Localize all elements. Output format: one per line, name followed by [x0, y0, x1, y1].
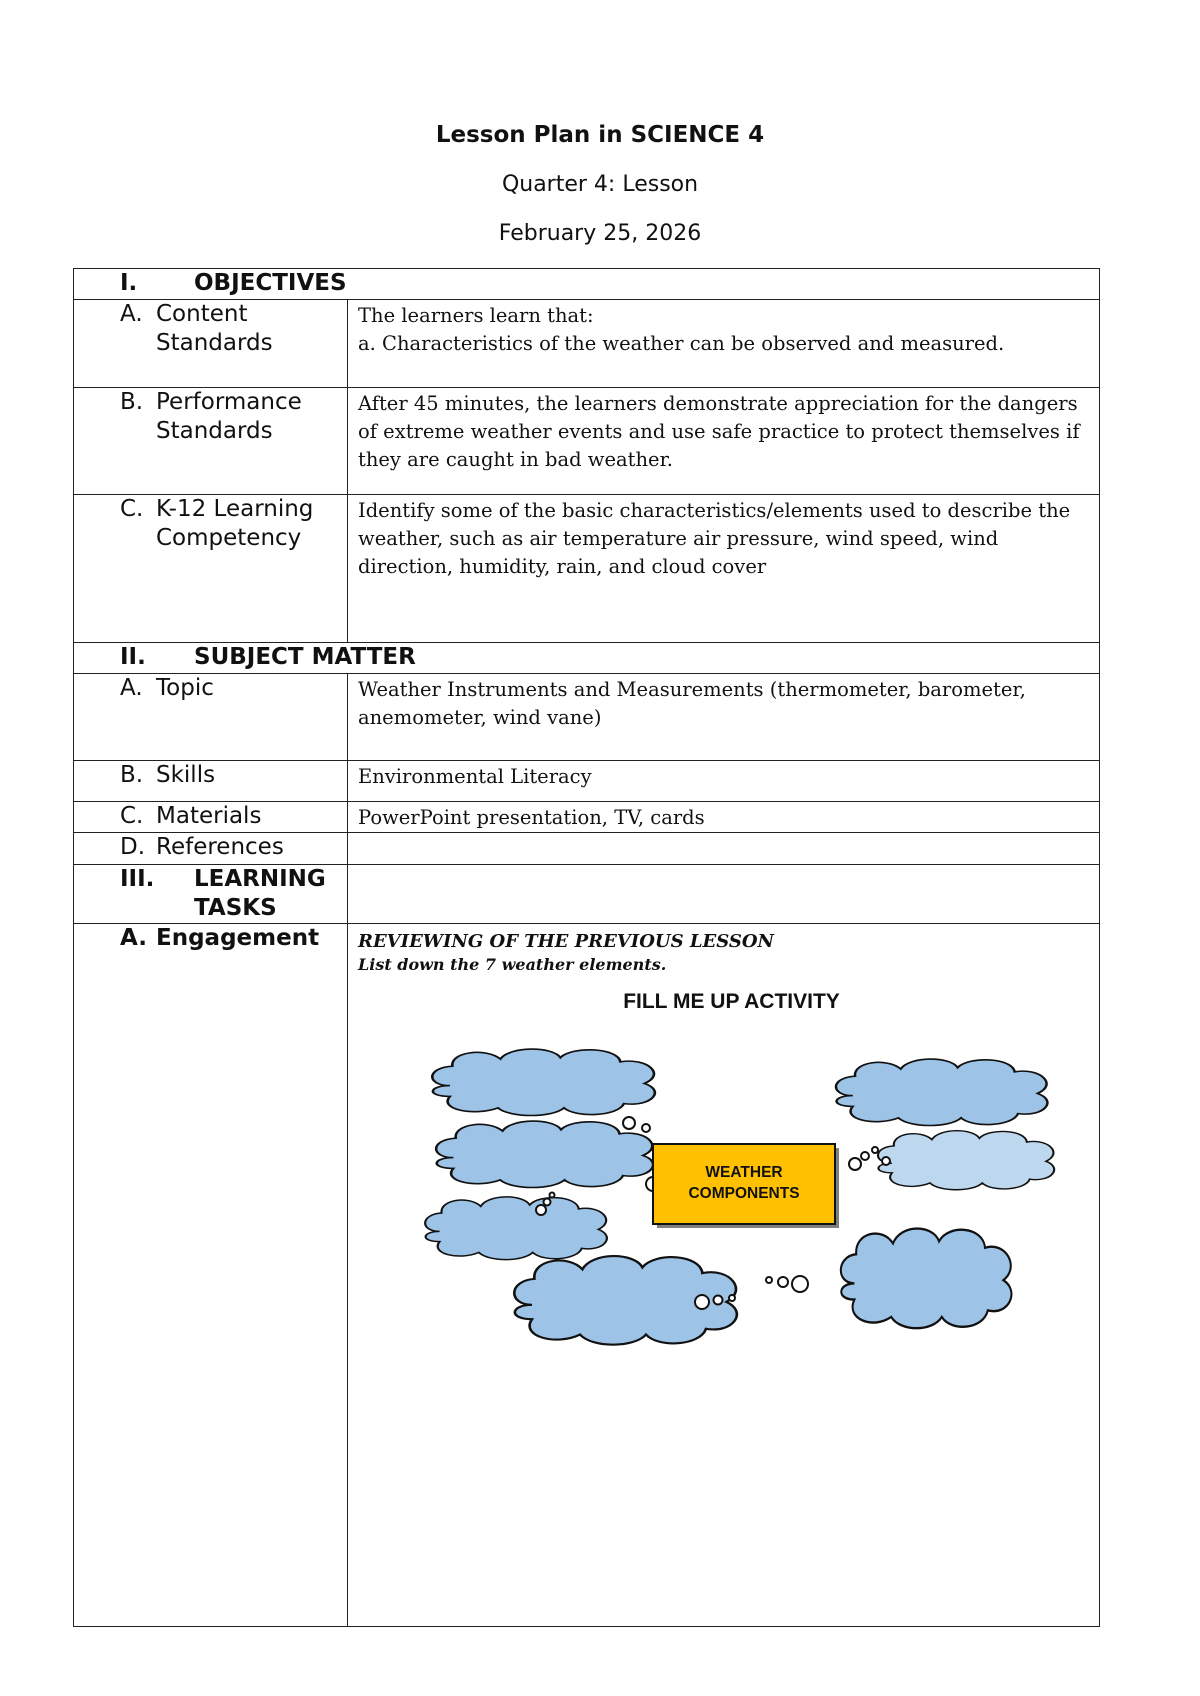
row-letter: A. — [120, 925, 147, 951]
row-label-text: Materials — [156, 803, 262, 829]
cloud-shape — [432, 1049, 655, 1115]
materials-text: PowerPoint presentation, TV, cards — [358, 806, 705, 829]
cloud-shape — [878, 1131, 1054, 1190]
section-roman: III. — [120, 866, 155, 892]
row-label — [74, 300, 347, 358]
topic-cell — [348, 674, 1100, 761]
row-letter: A. — [120, 301, 143, 327]
fill-me-up-diagram — [358, 976, 1091, 1626]
cloud-shape — [836, 1059, 1047, 1125]
section-title: OBJECTIVES — [194, 270, 347, 296]
section-row-learning-tasks — [74, 865, 1100, 924]
learning-tasks-empty-cell — [348, 865, 1100, 924]
skills-cell — [348, 761, 1100, 802]
section-title: SUBJECT MATTER — [194, 644, 416, 670]
content-standards-cell — [348, 300, 1100, 388]
row-letter: A. — [120, 675, 143, 701]
row-label-text: Skills — [156, 762, 216, 788]
row-label-text: Performance Standards — [156, 389, 302, 444]
row-label — [74, 388, 347, 446]
weather-components-box — [653, 1144, 835, 1224]
row-label — [74, 674, 347, 703]
competency-text: Identify some of the basic characteristics/elements used to describe the weather, such as air temperature air pressure, wind speed, wind direction, humidity, rain, and cloud cover — [358, 499, 1071, 578]
section-title: LEARNING TASKS — [194, 866, 326, 921]
row-letter: B. — [120, 389, 144, 415]
row-label-text: Content Standards — [156, 301, 273, 356]
row-letter: B. — [120, 762, 144, 788]
section-heading-objectives — [74, 269, 1099, 298]
cloud-shape — [436, 1121, 653, 1187]
cloud-shape — [841, 1229, 1012, 1329]
activity-title: FILL ME UP ACTIVITY — [623, 990, 840, 1013]
section-row-objectives — [74, 269, 1100, 300]
table-row-competency — [74, 495, 1100, 643]
performance-standards-cell — [348, 388, 1100, 495]
row-label-text: References — [156, 834, 284, 860]
row-label — [74, 833, 347, 862]
row-label — [74, 802, 347, 831]
row-label-text: Topic — [156, 675, 214, 701]
table-row-topic — [74, 674, 1100, 761]
lesson-plan-table — [73, 268, 1100, 1627]
quarter-line: Quarter 4: Lesson — [501, 172, 699, 197]
skills-text: Environmental Literacy — [358, 765, 592, 788]
table-row-engagement — [74, 924, 1100, 1627]
section-roman: I. — [120, 270, 138, 296]
thought-clouds-graphic — [358, 976, 1105, 1376]
performance-standards-text: After 45 minutes, the learners demonstrate appreciation for the dangers of extreme weather events and use safe practice to protect themselves if they are caught in bad weather. — [358, 392, 1080, 471]
row-letter: D. — [120, 834, 146, 860]
box-label-line1: WEATHER — [705, 1164, 783, 1181]
content-standards-line: a. Characteristics of the weather can be observed and measured. — [358, 332, 1005, 355]
row-label — [74, 495, 347, 553]
row-label-text: K-12 Learning Competency — [156, 496, 314, 551]
table-row-references — [74, 833, 1100, 865]
date-line: February 25, 2026 — [498, 221, 702, 246]
table-row-skills — [74, 761, 1100, 802]
row-label — [74, 924, 347, 953]
cloud-shape — [425, 1197, 607, 1260]
references-cell — [348, 833, 1100, 865]
table-row-materials — [74, 802, 1100, 833]
engagement-heading: REVIEWING OF THE PREVIOUS LESSON — [358, 931, 774, 952]
section-heading-learning-tasks — [74, 865, 347, 923]
materials-cell — [348, 802, 1100, 833]
section-roman: II. — [120, 644, 146, 670]
content-standards-line: The learners learn that: — [358, 304, 594, 327]
table-row-content-standards — [74, 300, 1100, 388]
competency-cell — [348, 495, 1100, 643]
engagement-cell — [348, 924, 1100, 1627]
section-row-subject-matter — [74, 643, 1100, 674]
page-title: Lesson Plan in SCIENCE 4 — [435, 122, 765, 148]
engagement-instruction: List down the 7 weather elements. — [358, 955, 667, 974]
box-label-line2: COMPONENTS — [688, 1185, 800, 1202]
table-row-performance-standards — [74, 388, 1100, 495]
row-label-text: Engagement — [156, 925, 320, 951]
row-label — [74, 761, 347, 790]
topic-text: Weather Instruments and Measurements (thermometer, barometer, anemometer, wind vane) — [358, 678, 1026, 729]
section-heading-subject-matter — [74, 643, 1099, 672]
row-letter: C. — [120, 803, 144, 829]
row-letter: C. — [120, 496, 144, 522]
